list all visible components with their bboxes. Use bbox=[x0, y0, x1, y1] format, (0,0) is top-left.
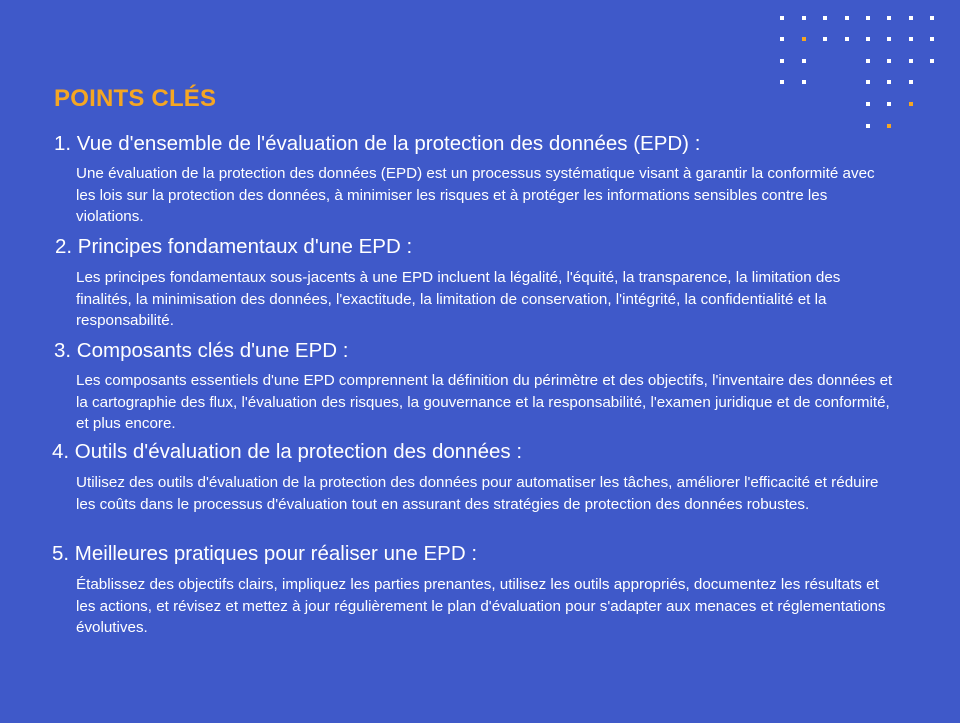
orange-dot-icon bbox=[802, 37, 806, 41]
white-dot-icon bbox=[780, 37, 784, 41]
key-point-heading: 3. Composants clés d'une EPD : bbox=[54, 339, 349, 362]
white-dot-icon bbox=[887, 16, 891, 20]
white-dot-icon bbox=[780, 80, 784, 84]
key-point-body: Les composants essentiels d'une EPD comprennent la définition du périmètre et des objectifs, l'inventaire des données et la cartographie des flux, l'évaluation des risques, la gouvernance et la responsabilité, l'examen juridique et de conformité, et plus encore. bbox=[76, 372, 893, 432]
white-dot-icon bbox=[866, 16, 870, 20]
white-dot-icon bbox=[802, 80, 806, 84]
white-dot-icon bbox=[845, 37, 849, 41]
white-dot-icon bbox=[845, 16, 849, 20]
key-point-body: Une évaluation de la protection des données (EPD) est un processus systématique visant à garantir la conformité avec les lois sur la protection des données, à minimiser les risques et à protéger les informations sensibles contre les violations. bbox=[76, 165, 875, 225]
key-point-body: Utilisez des outils d'évaluation de la protection des données pour automatiser les tâches, améliorer l'efficacité et réduire les coûts dans le processus d'évaluation tout en assurant des stratégies de protection des données robustes. bbox=[76, 474, 879, 513]
key-point-heading: 2. Principes fondamentaux d'une EPD : bbox=[55, 235, 413, 258]
white-dot-icon bbox=[866, 124, 870, 128]
white-dot-icon bbox=[887, 59, 891, 63]
white-dot-icon bbox=[866, 80, 870, 84]
key-point-heading: 4. Outils d'évaluation de la protection des données : bbox=[52, 440, 523, 463]
orange-dot-icon bbox=[887, 124, 891, 128]
white-dot-icon bbox=[909, 37, 913, 41]
white-dot-icon bbox=[780, 59, 784, 63]
white-dot-icon bbox=[930, 37, 934, 41]
white-dot-icon bbox=[909, 59, 913, 63]
white-dot-icon bbox=[802, 16, 806, 20]
orange-dot-icon bbox=[909, 102, 913, 106]
white-dot-icon bbox=[909, 16, 913, 20]
white-dot-icon bbox=[780, 16, 784, 20]
white-dot-icon bbox=[887, 37, 891, 41]
white-dot-icon bbox=[887, 102, 891, 106]
key-point-body: Établissez des objectifs clairs, impliquez les parties prenantes, utilisez les outils appropriés, documentez les résultats et les actions, et révisez et mettez à jour régulièrement le plan d'évaluation pour s'adapter aux menaces et réglementations évolutives. bbox=[76, 576, 886, 636]
white-dot-icon bbox=[866, 37, 870, 41]
white-dot-icon bbox=[930, 59, 934, 63]
key-point-heading: 5. Meilleures pratiques pour réaliser une EPD : bbox=[52, 542, 478, 565]
white-dot-icon bbox=[802, 59, 806, 63]
key-point-body: Les principes fondamentaux sous-jacents à une EPD incluent la légalité, l'équité, la transparence, la limitation des finalités, la minimisation des données, l'exactitude, la limitation de conservation, l'intégrité, la confidentialité et la responsabilité. bbox=[76, 269, 841, 329]
white-dot-icon bbox=[887, 80, 891, 84]
white-dot-icon bbox=[909, 80, 913, 84]
white-dot-icon bbox=[823, 37, 827, 41]
page-title: POINTS CLÉS bbox=[54, 85, 217, 113]
white-dot-icon bbox=[930, 16, 934, 20]
white-dot-icon bbox=[823, 16, 827, 20]
key-point-heading: 1. Vue d'ensemble de l'évaluation de la protection des données (EPD) : bbox=[54, 132, 701, 155]
white-dot-icon bbox=[866, 59, 870, 63]
white-dot-icon bbox=[866, 102, 870, 106]
